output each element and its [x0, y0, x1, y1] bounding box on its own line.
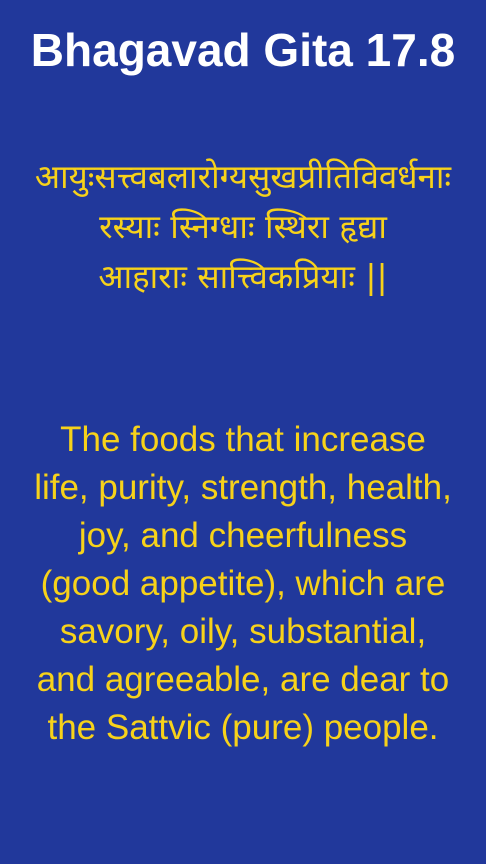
- translation-line-5: savory, oily, substantial,: [59, 612, 427, 651]
- verse-line-1: आयुःसत्त्वबलारोग्यसुखप्रीतिविवर्धनाः: [34, 157, 452, 196]
- translation-line-1: The foods that increase: [60, 420, 426, 459]
- verse-line-3: आहाराः सात्त्विकप्रियाः ||: [98, 257, 388, 296]
- verse-line-2: रस्याः स्निग्धाः स्थिरा हृद्या: [99, 207, 387, 246]
- translation-line-6: and agreeable, are dear to: [36, 660, 450, 699]
- translation-line-7: the Sattvic (pure) people.: [47, 708, 439, 747]
- translation-line-4: (good appetite), which are: [40, 564, 446, 603]
- sanskrit-verse: [0, 152, 486, 302]
- english-translation: [0, 416, 486, 752]
- translation-line-2: life, purity, strength, health,: [34, 468, 452, 507]
- translation-line-3: joy, and cheerfulness: [78, 516, 408, 555]
- page-title: Bhagavad Gita 17.8: [30, 24, 456, 76]
